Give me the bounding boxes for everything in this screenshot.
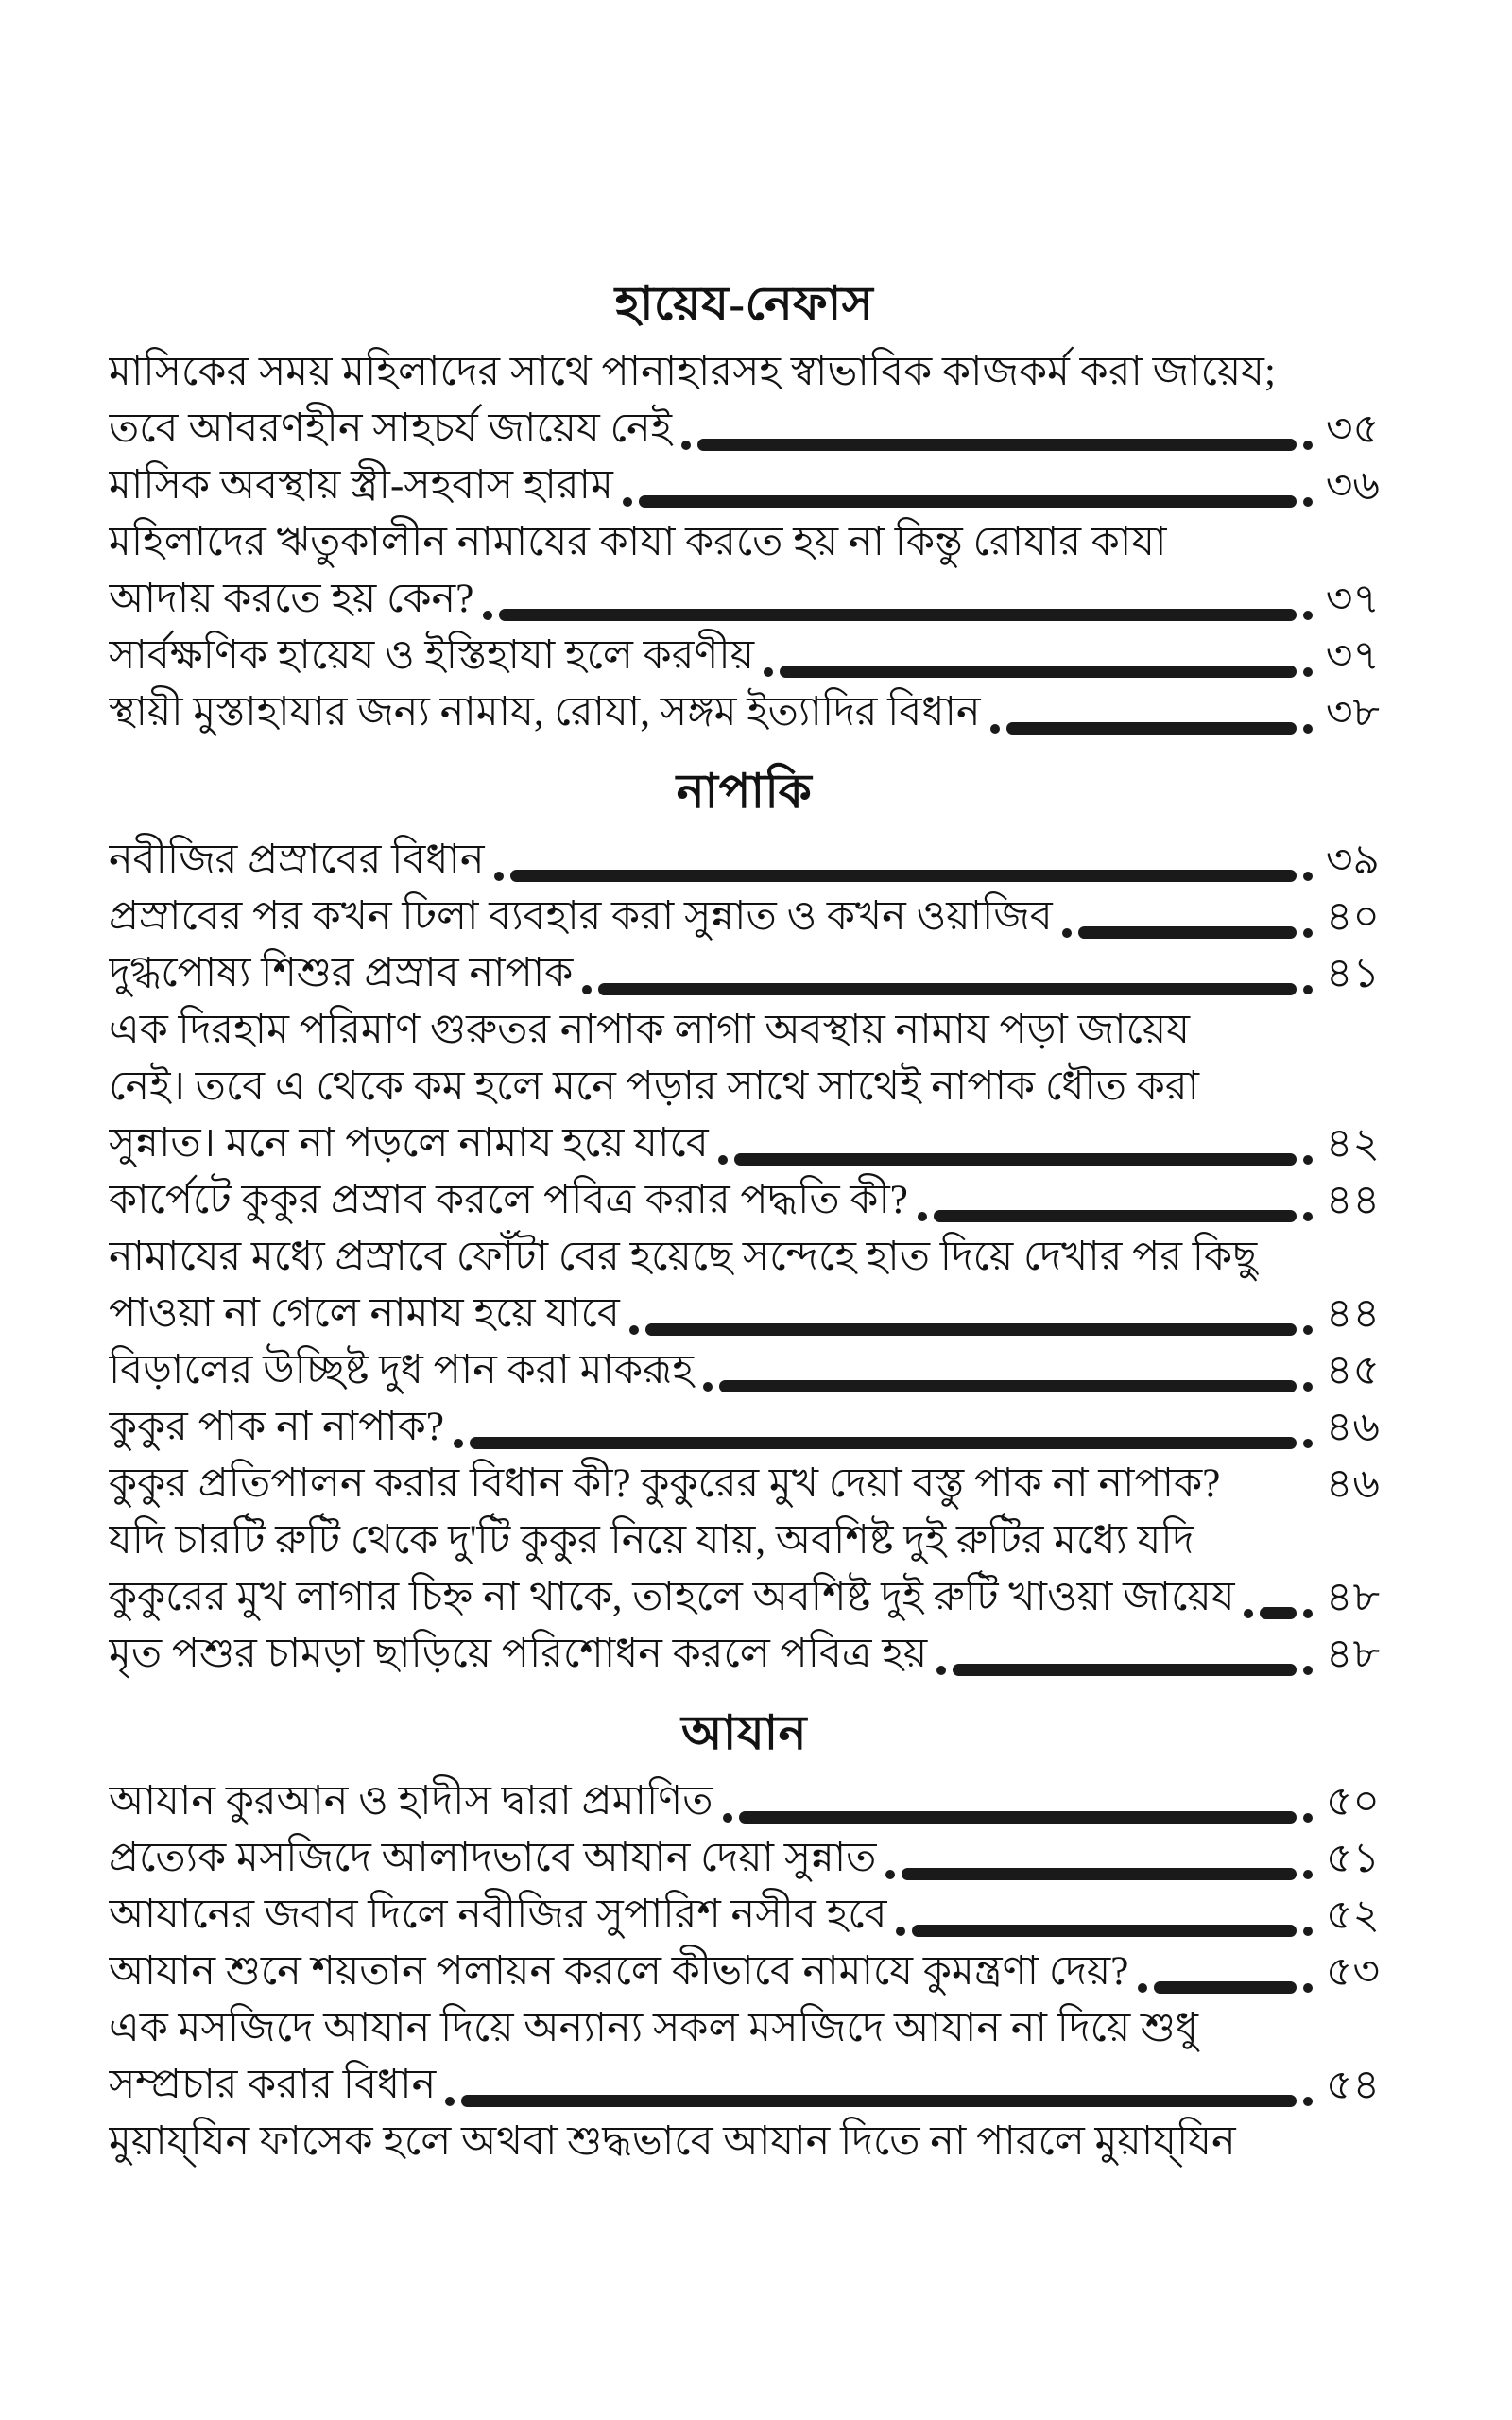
- toc-line: [109, 2057, 1380, 2114]
- toc-line: [109, 1399, 1380, 1456]
- page-number: ৩৭: [1325, 576, 1380, 622]
- page-number: ৪৮: [1325, 1631, 1380, 1677]
- toc-line: [109, 945, 1380, 1002]
- entry-text: কুকুরের মুখ লাগার চিহ্ন না থাকে, তাহলে অবশিষ্ট দুই রুটি খাওয়া জায়েয: [109, 1575, 1235, 1619]
- toc-line: [109, 401, 1380, 458]
- page-number: ৩৮: [1325, 689, 1380, 735]
- toc-entry: [109, 514, 1380, 628]
- toc-entry: [109, 832, 1380, 889]
- toc-line: যদি চারটি রুটি থেকে দু'টি কুকুর নিয়ে যায়, অবশিষ্ট দুই রুটির মধ্যে যদি: [109, 1518, 1194, 1563]
- page-number: ৩৫: [1325, 406, 1380, 452]
- section-hayez-nefas: [109, 274, 1380, 741]
- section-heading: নাপাকি: [676, 765, 813, 818]
- toc-line: মাসিকের সময় মহিলাদের সাথে পানাহারসহ স্বাভাবিক কাজকর্ম করা জায়েয;: [109, 350, 1276, 394]
- page-number: ৫০: [1325, 1778, 1380, 1824]
- dot-leader: [876, 1868, 1317, 1887]
- section-napaki: [109, 762, 1380, 1683]
- dot-leader: [1234, 1607, 1317, 1626]
- toc-line: [109, 1887, 1380, 1944]
- toc-line: [109, 1456, 1380, 1512]
- entry-text: মৃত পশুর চামড়া ছাড়িয়ে পরিশোধন করলে পবিত্র হয়: [109, 1632, 928, 1676]
- toc-line: [109, 571, 1380, 628]
- dot-leader: [473, 609, 1317, 628]
- toc-entry: [109, 1512, 1380, 1626]
- entry-text: আযানের জবাব দিলে নবীজির সুপারিশ নসীব হবে: [109, 1893, 887, 1937]
- toc-line: [109, 1342, 1380, 1399]
- page-number: ৪২: [1325, 1120, 1380, 1167]
- toc-line: নেই। তবে এ থেকে কম হলে মনে পড়ার সাথে সাথেই নাপাক ধৌত করা: [109, 1064, 1199, 1109]
- section-heading: হায়েয-নেফাস: [614, 277, 874, 330]
- toc-entry: [109, 2000, 1380, 2114]
- dot-leader: [754, 666, 1317, 684]
- dot-leader: [613, 495, 1317, 514]
- toc-entry: [109, 1229, 1380, 1342]
- toc-line: মুয়ায্‌যিন ফাসেক হলে অথবা শুদ্ধভাবে আযান দিতে না পারলে মুয়ায্‌যিন: [109, 2119, 1236, 2164]
- toc-entry: [109, 2114, 1380, 2170]
- toc-content: [109, 274, 1380, 2170]
- dot-leader: [620, 1323, 1317, 1342]
- page-number: ৩৬: [1325, 462, 1380, 509]
- toc-line: [109, 1830, 1380, 1887]
- dot-leader: [436, 2095, 1317, 2114]
- toc-line: এক দিরহাম পরিমাণ গুরুতর নাপাক লাগা অবস্থায় নামায পড়া জায়েয: [109, 1008, 1190, 1052]
- dot-leader: [485, 870, 1317, 889]
- entry-text: কুকুর পাক না নাপাক?: [109, 1405, 444, 1449]
- toc-entry: [109, 889, 1380, 945]
- dot-leader: [908, 1210, 1317, 1229]
- toc-entry: [109, 1456, 1380, 1512]
- entry-text: মাসিক অবস্থায় স্ত্রী-সহবাস হারাম: [109, 463, 613, 508]
- entry-text: সম্প্রচার করার বিধান: [109, 2063, 437, 2107]
- dot-leader: [927, 1664, 1317, 1683]
- dot-leader: [672, 439, 1317, 458]
- entry-text: তবে আবরণহীন সাহচর্য জায়েয নেই: [109, 406, 673, 451]
- entry-text: আযান কুরআন ও হাদীস দ্বারা প্রমাণিত: [109, 1779, 713, 1824]
- toc-line: [109, 1172, 1380, 1229]
- toc-entry: [109, 1342, 1380, 1399]
- entry-text: কুকুর প্রতিপালন করার বিধান কী? কুকুরের মুখ দেয়া বস্তু পাক না নাপাক?: [109, 1461, 1221, 1506]
- toc-entry: [109, 1002, 1380, 1172]
- dot-leader: [444, 1437, 1317, 1456]
- section-heading: আযান: [681, 1706, 807, 1759]
- dot-leader: [886, 1925, 1317, 1944]
- dot-leader: [1128, 1981, 1317, 2000]
- entry-text: দুগ্ধপোষ্য শিশুর প্রস্রাব নাপাক: [109, 951, 574, 995]
- page-number: ৫৪: [1325, 2062, 1380, 2108]
- toc-entry: [109, 945, 1380, 1002]
- dot-leader: [1053, 926, 1317, 945]
- toc-entry: [109, 1944, 1380, 2000]
- entry-text: সার্বক্ষণিক হায়েয ও ইস্তিহাযা হলে করণীয়: [109, 633, 755, 678]
- toc-line: [109, 628, 1380, 684]
- entry-text: আদায় করতে হয় কেন?: [109, 577, 474, 621]
- section-azan: [109, 1703, 1380, 2170]
- entry-text: প্রস্রাবের পর কখন ঢিলা ব্যবহার করা সুন্নাত ও কখন ওয়াজিব: [109, 894, 1053, 939]
- page-number: ৫২: [1325, 1892, 1380, 1938]
- entry-text: পাওয়া না গেলে নামায হয়ে যাবে: [109, 1291, 620, 1336]
- page-number: ৪৫: [1325, 1347, 1380, 1393]
- page-number: ৪৬: [1325, 1404, 1380, 1450]
- toc-entry: [109, 1773, 1380, 1830]
- toc-line: [109, 458, 1380, 514]
- page-number: ৩৯: [1325, 837, 1380, 883]
- toc-entry: [109, 458, 1380, 514]
- dot-leader: [694, 1380, 1317, 1399]
- entry-text: আযান শুনে শয়তান পলায়ন করলে কীভাবে নামাযে কুমন্ত্রণা দেয়?: [109, 1949, 1129, 1994]
- toc-entry: [109, 628, 1380, 684]
- toc-entry: [109, 1172, 1380, 1229]
- entry-text: সুন্নাত। মনে না পড়লে নামায হয়ে যাবে: [109, 1121, 709, 1166]
- dot-leader: [573, 983, 1317, 1002]
- toc-line: নামাযের মধ্যে প্রস্রাবে ফোঁটা বের হয়েছে সন্দেহে হাত দিয়ে দেখার পর কিছু: [109, 1235, 1258, 1279]
- entry-text: বিড়ালের উচ্ছিষ্ট দুধ পান করা মাকরূহ: [109, 1348, 694, 1392]
- page-number: ৫৩: [1325, 1948, 1380, 1995]
- page-number: ৪৬: [1325, 1461, 1380, 1507]
- dot-leader: [713, 1811, 1317, 1830]
- entry-text: স্থায়ী মুস্তাহাযার জন্য নামায, রোযা, সঙ্গম ইত্যাদির বিধান: [109, 690, 981, 735]
- toc-line: মহিলাদের ঋতুকালীন নামাযের কাযা করতে হয় না কিন্তু রোযার কাযা: [109, 520, 1167, 564]
- dot-leader: [981, 722, 1317, 741]
- toc-entry: [109, 1626, 1380, 1683]
- page-number: ৪১: [1325, 950, 1380, 996]
- toc-line: [109, 1626, 1380, 1683]
- toc-line: [109, 1569, 1380, 1626]
- entry-text: প্রত্যেক মসজিদে আলাদভাবে আযান দেয়া সুন্নাত: [109, 1836, 877, 1880]
- page-number: ৪০: [1325, 893, 1380, 940]
- toc-entry: [109, 1830, 1380, 1887]
- dot-leader: [709, 1153, 1317, 1172]
- entry-text: নবীজির প্রস্রাবের বিধান: [109, 838, 485, 882]
- toc-line: [109, 889, 1380, 945]
- page-number: ৫১: [1325, 1835, 1380, 1881]
- toc-line: এক মসজিদে আযান দিয়ে অন্যান্য সকল মসজিদে আযান না দিয়ে শুধু: [109, 2006, 1199, 2050]
- toc-line: [109, 1115, 1380, 1172]
- toc-line: [109, 832, 1380, 889]
- toc-line: [109, 684, 1380, 741]
- toc-line: [109, 1773, 1380, 1830]
- page-number: ৪৪: [1325, 1177, 1380, 1223]
- toc-entry: [109, 1399, 1380, 1456]
- page-number: ৩৭: [1325, 632, 1380, 679]
- toc-line: [109, 1944, 1380, 2000]
- toc-entry: [109, 344, 1380, 458]
- page-number: ৪৮: [1325, 1574, 1380, 1620]
- entry-text: কার্পেটে কুকুর প্রস্রাব করলে পবিত্র করার পদ্ধতি কী?: [109, 1178, 908, 1222]
- toc-entry: [109, 684, 1380, 741]
- toc-line: [109, 1286, 1380, 1342]
- page-number: ৪৪: [1325, 1290, 1380, 1337]
- toc-entry: [109, 1887, 1380, 1944]
